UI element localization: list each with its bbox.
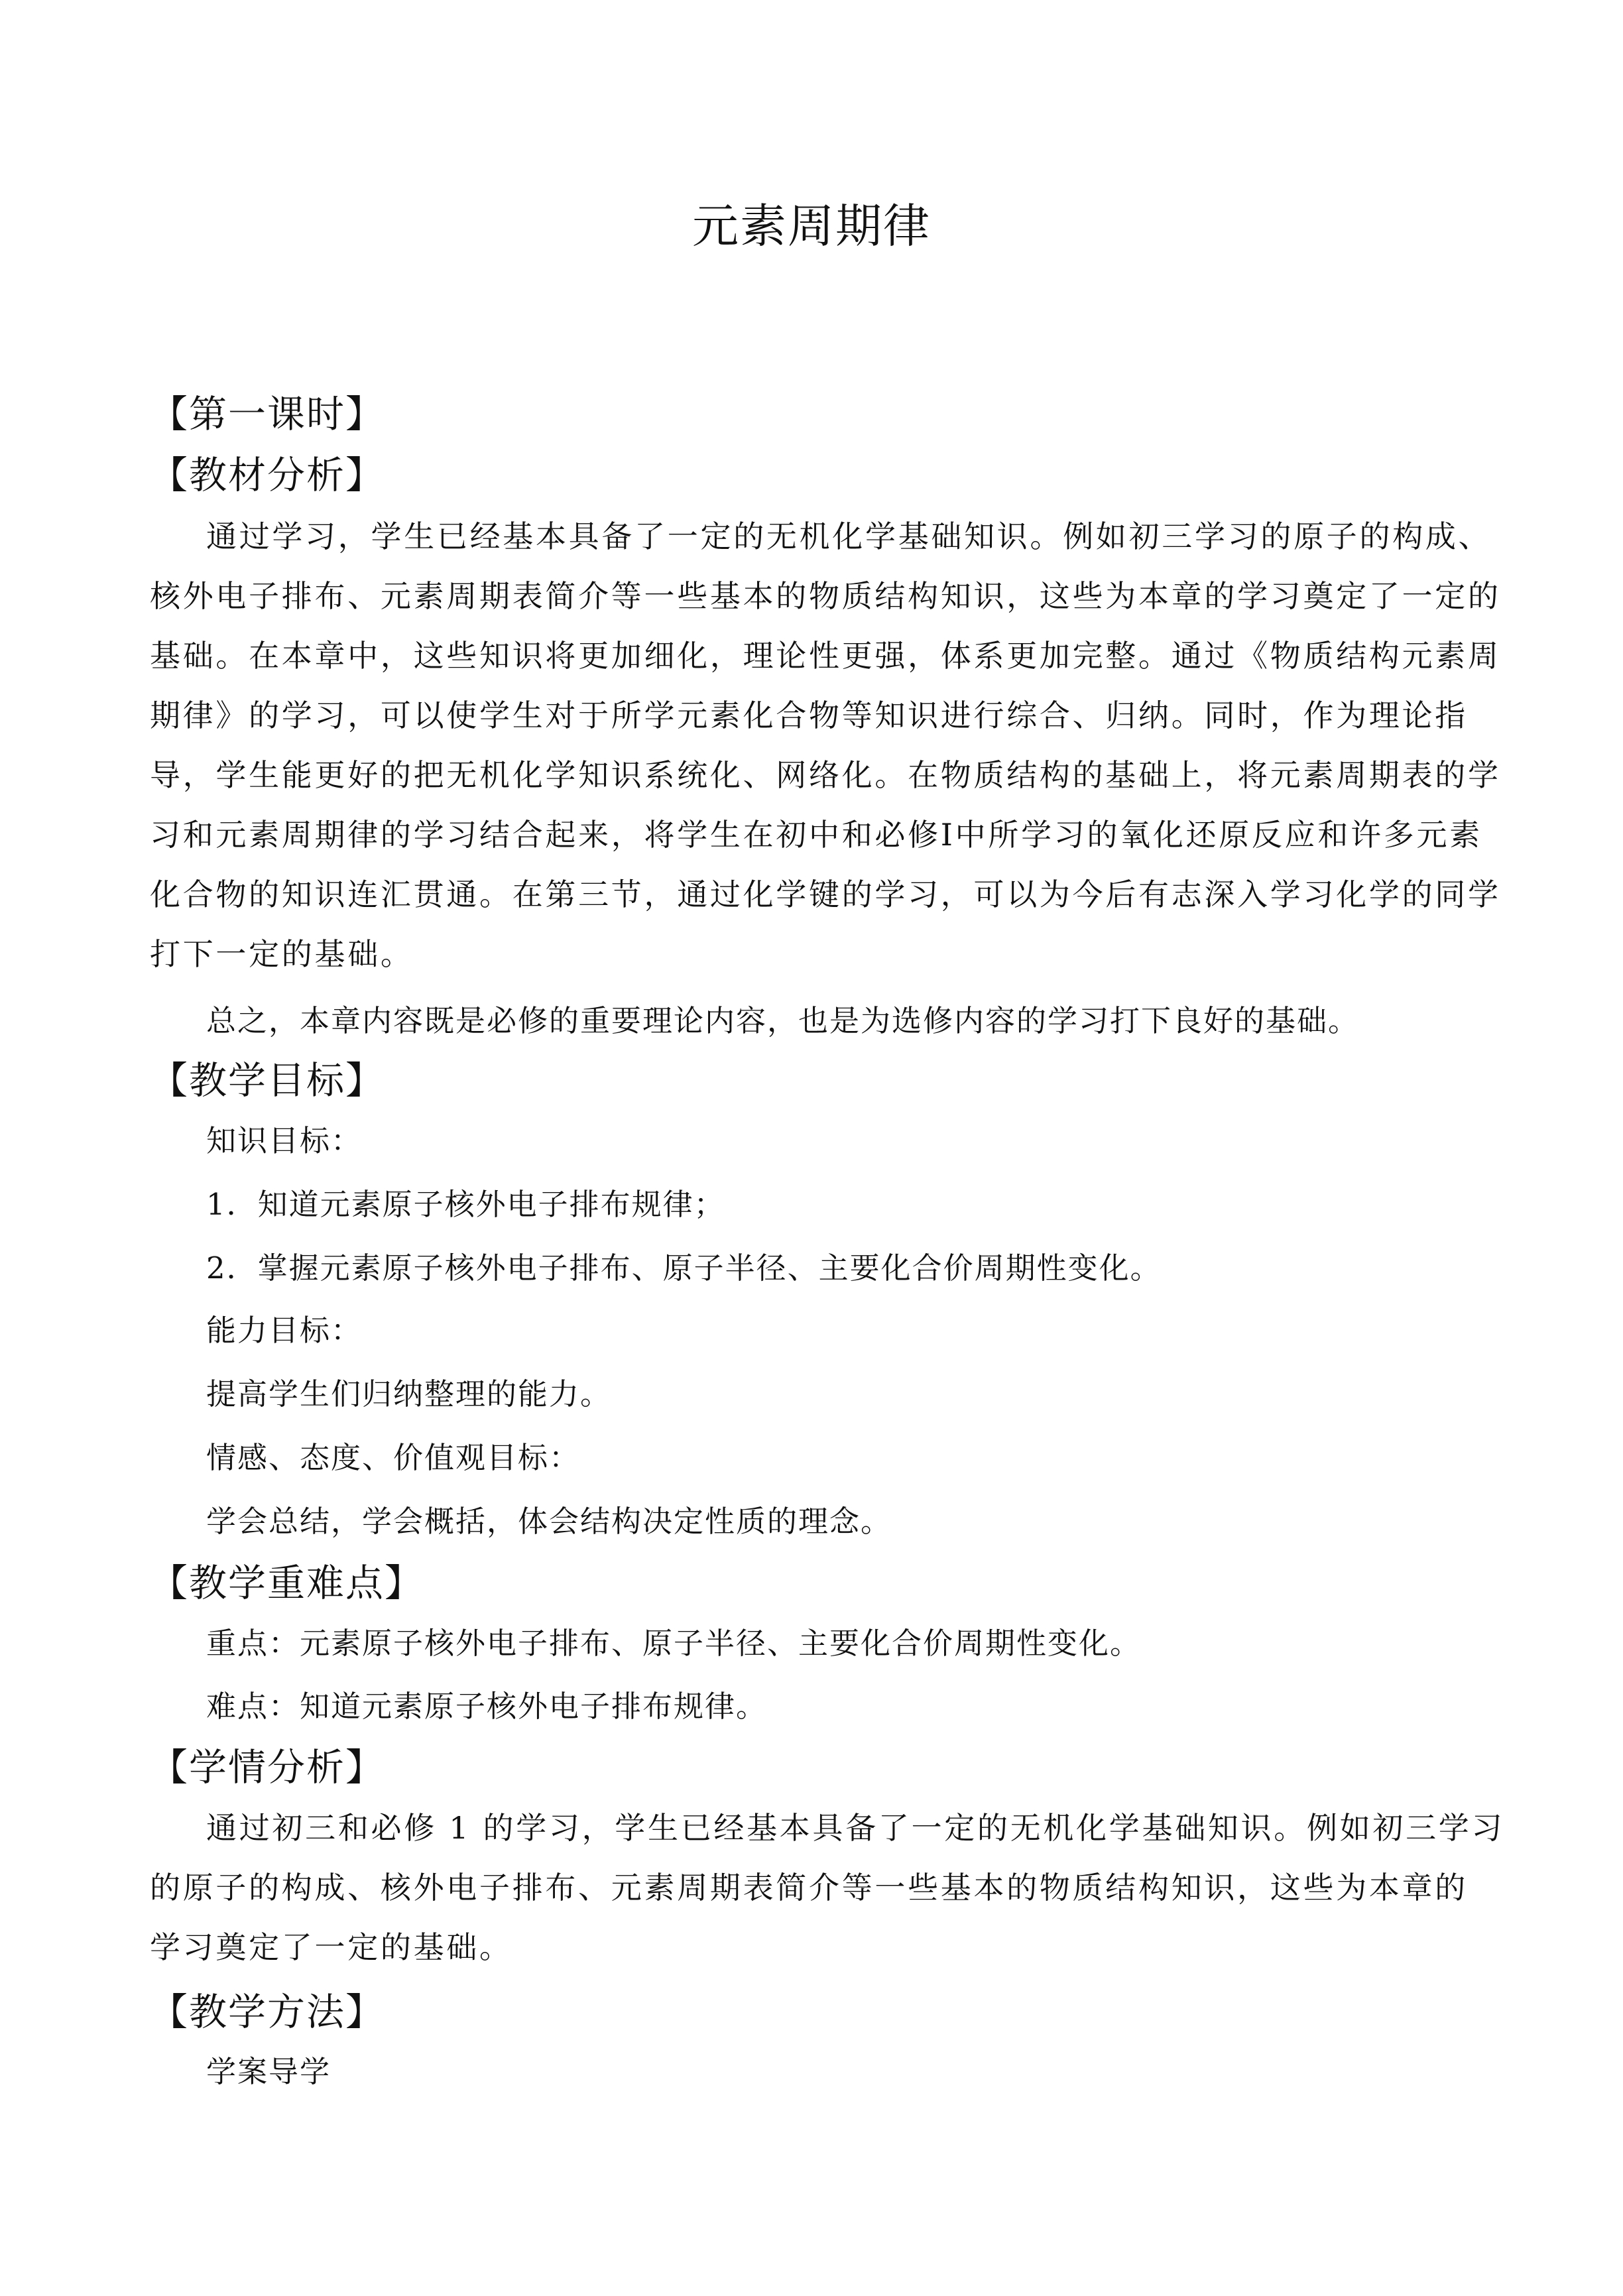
knowledge-goal-1: 1．知道元素原子核外电子排布规律； <box>206 1187 725 1222</box>
material-line-8: 打下一定的基础。 <box>150 936 414 972</box>
student-analysis-heading: 【学情分析】 <box>150 1746 385 1789</box>
material-line-5: 导，学生能更好的把无机化学知识系统化、网络化。在物质结构的基础上，将元素周期表的学 <box>150 757 1501 793</box>
teaching-method-heading: 【教学方法】 <box>150 1990 385 2034</box>
material-line-6: 习和元素周期律的学习结合起来，将学生在初中和必修Ⅰ中所学习的氧化还原反应和许多元素 <box>150 817 1482 853</box>
knowledge-goals-label: 知识目标： <box>206 1123 363 1158</box>
ability-goals-label: 能力目标： <box>206 1313 363 1348</box>
material-line-2: 核外电子排布、元素周期表简介等一些基本的物质结构知识，这些为本章的学习奠定了一定的 <box>150 578 1501 614</box>
material-line-4: 期律》的学习，可以使学生对于所学元素化合物等知识进行综合、归纳。同时，作为理论指 <box>150 697 1468 733</box>
teaching-method: 学案导学 <box>206 2054 331 2089</box>
student-line-2: 的原子的构成、核外电子排布、元素周期表简介等一些基本的物质结构知识，这些为本章的 <box>150 1870 1468 1905</box>
key-difficult-points-heading: 【教学重难点】 <box>150 1561 424 1605</box>
student-line-1: 通过初三和必修 1 的学习，学生已经基本具备了一定的无机化学基础知识。例如初三学习 <box>206 1810 1505 1846</box>
student-line-3: 学习奠定了一定的基础。 <box>150 1929 512 1965</box>
material-summary: 总之，本章内容既是必修的重要理论内容，也是为选修内容的学习打下良好的基础。 <box>206 1003 1360 1038</box>
emotion-goal: 学会总结，学会概括，体会结构决定性质的理念。 <box>206 1504 892 1539</box>
material-line-3: 基础。在本章中，这些知识将更加细化，理论性更强，体系更加完整。通过《物质结构元素周 <box>150 638 1501 674</box>
difficult-point: 难点：知道元素原子核外电子排布规律。 <box>206 1689 768 1724</box>
material-line-1: 通过学习，学生已经基本具备了一定的无机化学基础知识。例如初三学习的原子的构成、 <box>206 518 1492 554</box>
knowledge-goal-2: 2．掌握元素原子核外电子排布、原子半径、主要化合价周期性变化。 <box>206 1250 1162 1286</box>
teaching-goals-heading: 【教学目标】 <box>150 1059 385 1103</box>
material-line-7: 化合物的知识连汇贯通。在第三节，通过化学键的学习，可以为今后有志深入学习化学的同学 <box>150 876 1501 912</box>
lesson-heading: 【第一课时】 <box>150 393 385 436</box>
key-point: 重点：元素原子核外电子排布、原子半径、主要化合价周期性变化。 <box>206 1626 1142 1661</box>
emotion-goals-label: 情感、态度、价值观目标： <box>206 1440 581 1475</box>
ability-goal: 提高学生们归纳整理的能力。 <box>206 1376 612 1412</box>
page-title: 元素周期律 <box>692 199 931 253</box>
material-analysis-heading: 【教材分析】 <box>150 453 385 497</box>
